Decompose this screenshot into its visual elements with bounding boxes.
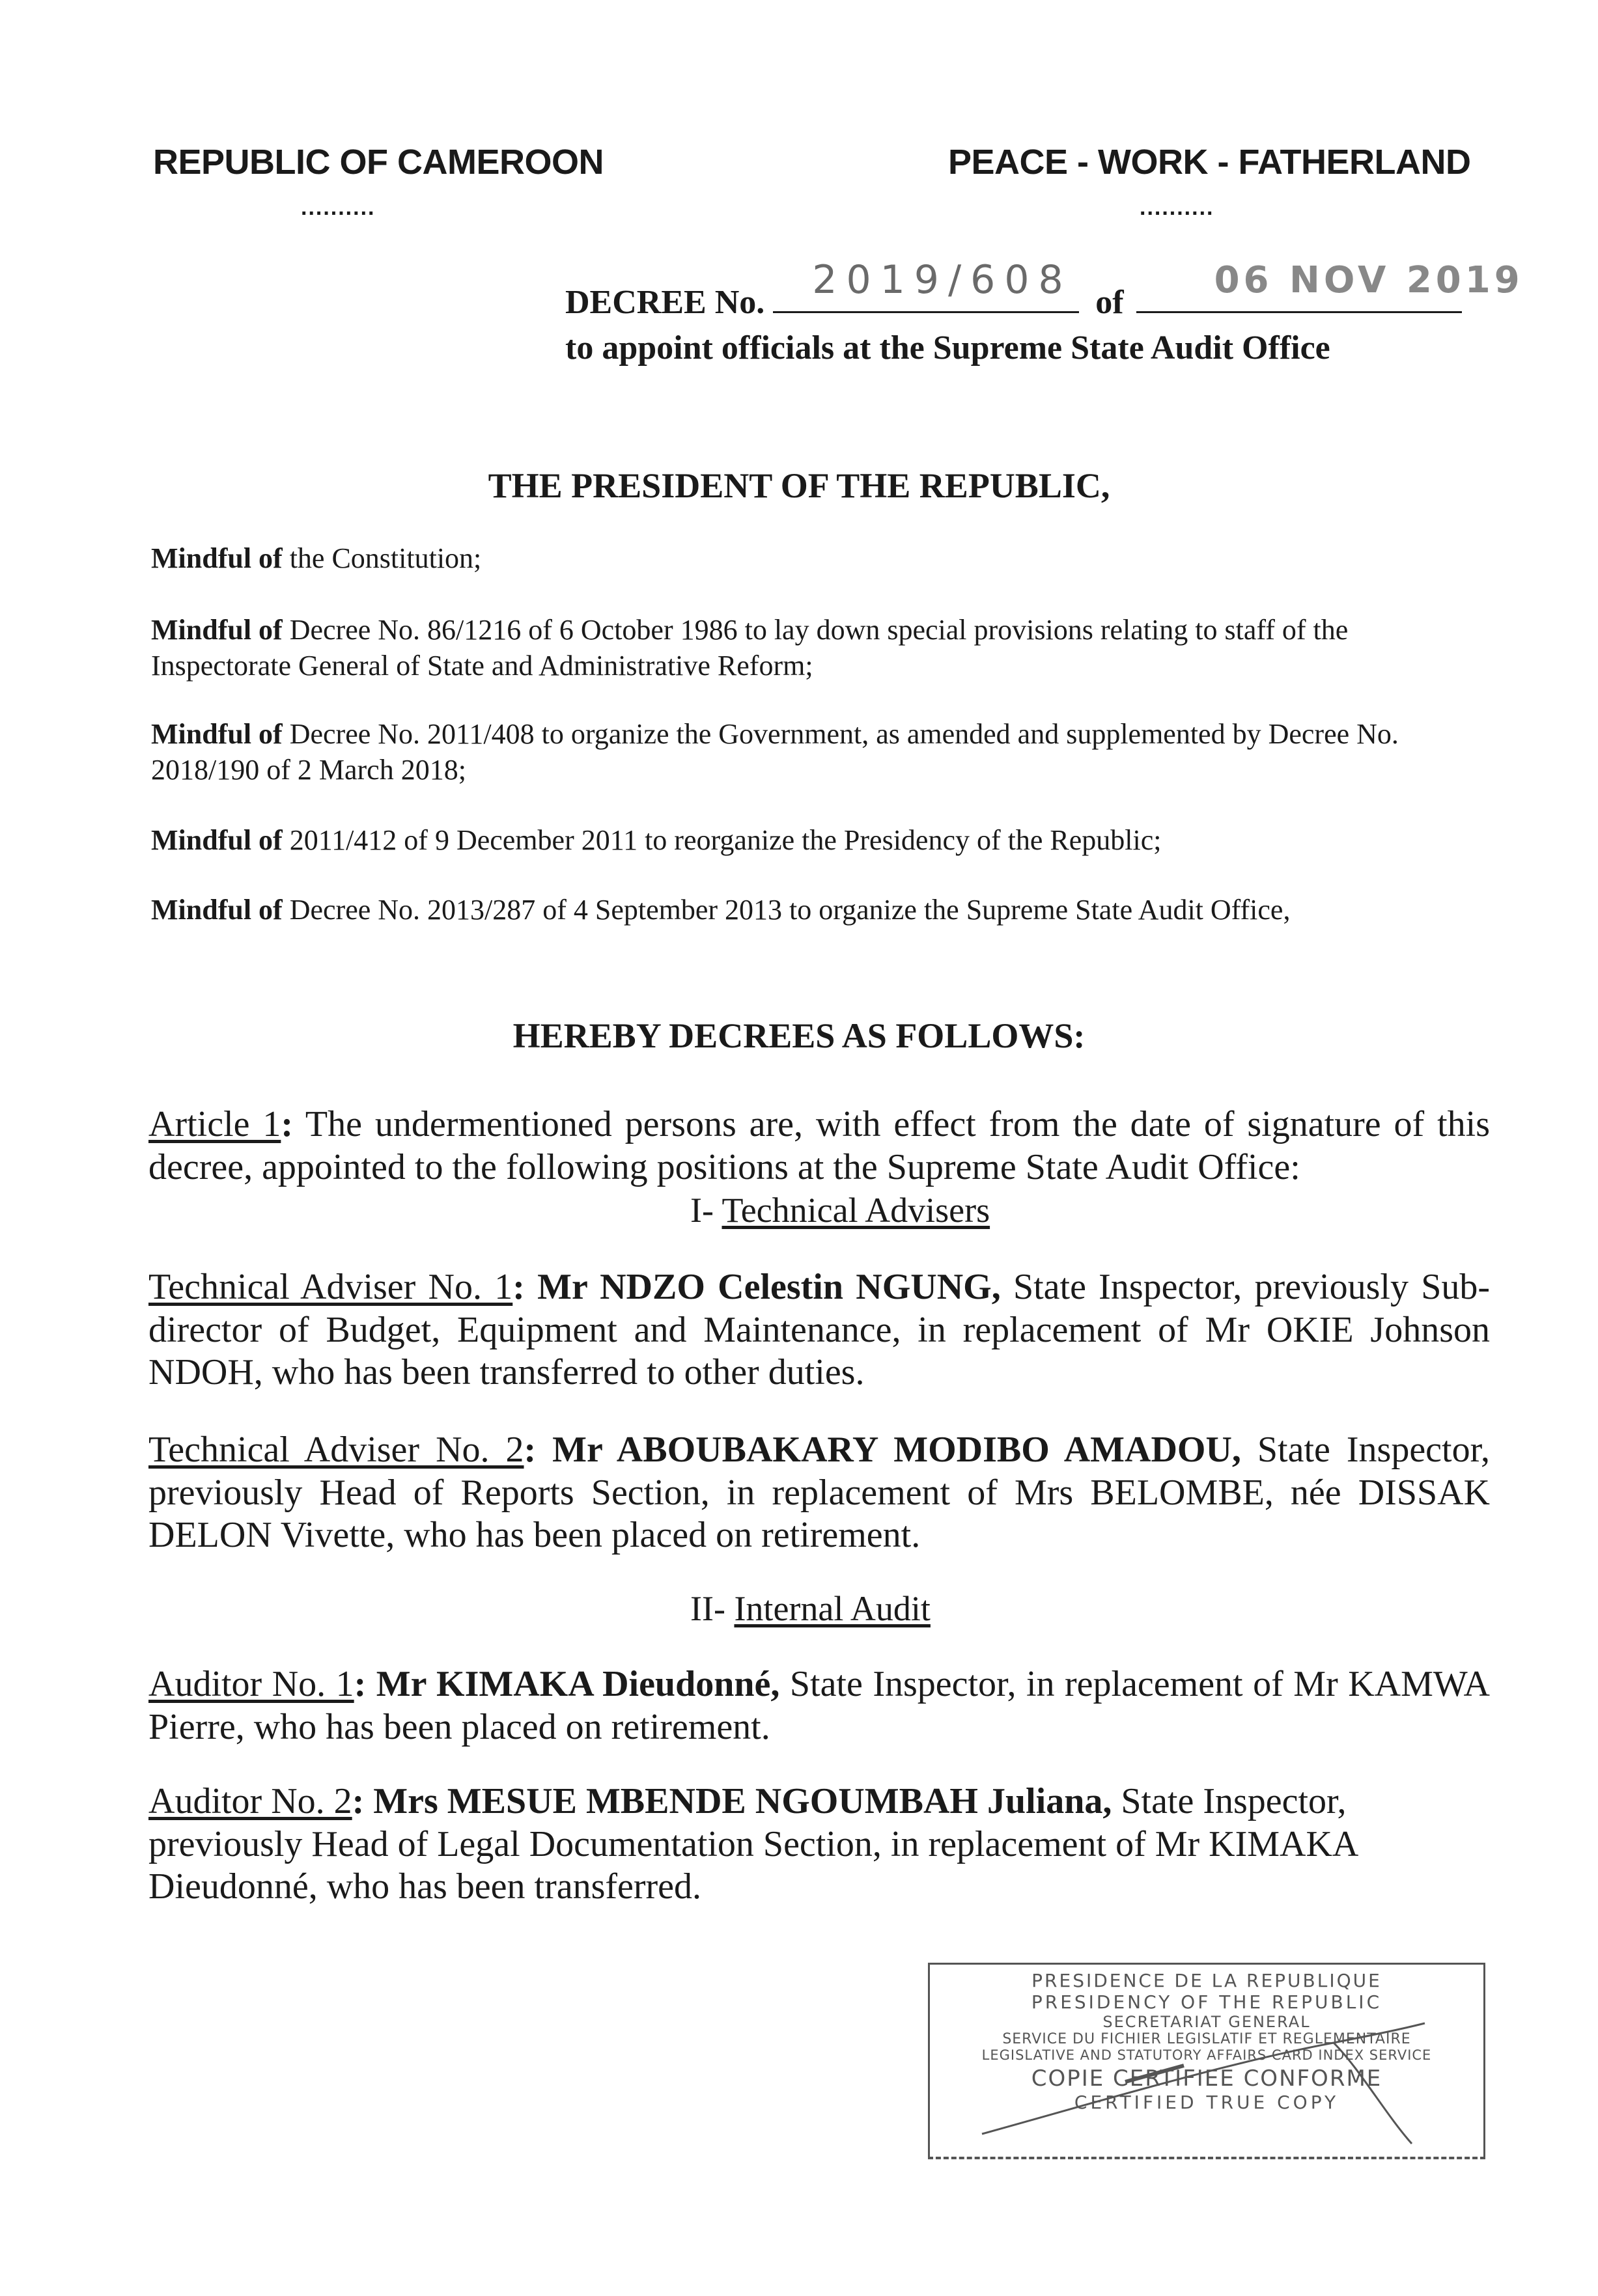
stamp-line: CERTIFIED TRUE COPY [1074, 2092, 1339, 2113]
mindful-clause-4 [151, 822, 1473, 858]
mindful-clause-2 [151, 612, 1473, 684]
header-left-dots: .......... [301, 195, 376, 220]
section-technical-advisers [690, 1190, 990, 1230]
appointment-label: Auditor No. 1 [148, 1664, 354, 1704]
section-prefix: I- [690, 1191, 722, 1230]
mindful-clause-3 [151, 716, 1473, 788]
section-internal-audit [690, 1588, 931, 1629]
mindful-lead: Mindful of [151, 542, 283, 574]
auditor-1 [148, 1663, 1490, 1749]
decree-date: 06 NOV 2019 [1214, 259, 1524, 301]
president-heading: THE PRESIDENT OF THE REPUBLIC, [488, 466, 1110, 505]
mindful-lead: Mindful of [151, 718, 283, 750]
appointment-label: Technical Adviser No. 1 [148, 1267, 513, 1307]
appointment-label: Auditor No. 2 [148, 1781, 352, 1821]
mindful-lead: Mindful of [151, 614, 283, 646]
section-title: Internal Audit [734, 1589, 931, 1628]
header-right-dots: .......... [1140, 195, 1214, 220]
appointee-name: : Mrs MESUE MBENDE NGOUMBAH Juliana, [352, 1781, 1112, 1821]
decree-number: 2019/608 [812, 257, 1072, 303]
auditor-2 [148, 1780, 1490, 1909]
certified-copy-stamp [928, 1963, 1485, 2159]
appointee-name: : Mr ABOUBAKARY MODIBO AMADOU, [524, 1430, 1241, 1470]
stamp-line: PRESIDENCY OF THE REPUBLIC [1031, 1991, 1382, 2013]
decree-date-blank [1136, 259, 1524, 313]
appointment-text: State Inspector, in replacement of Mr KAMWA Pierre, who has been placed on retirement. [148, 1664, 1490, 1747]
appointee-name: : Mr NDZO Celestin NGUNG, [512, 1267, 1001, 1307]
national-motto: PEACE - WORK - FATHERLAND [948, 143, 1471, 182]
article-1-colon: : [281, 1104, 294, 1144]
decrees-heading: HEREBY DECREES AS FOLLOWS: [512, 1016, 1086, 1055]
article-1-text: The undermentioned persons are, with effect from the date of signature of this decree, appointed to the following positions at the Supreme State Audit Office: [148, 1104, 1490, 1187]
appointment-label: Technical Adviser No. 2 [148, 1430, 524, 1470]
appointment-text: State Inspector, previously Head of Legal Documentation Section, in replacement of Mr KIMAKA Dieudonné, who has been transferred. [148, 1781, 1357, 1907]
decree-label: DECREE No. [565, 284, 765, 321]
appointee-name: : Mr KIMAKA Dieudonné, [354, 1664, 780, 1704]
mindful-lead: Mindful of [151, 894, 283, 926]
section-title: Technical Advisers [722, 1191, 990, 1230]
appointment-text: State Inspector, previously Sub-director of Budget, Equipment and Maintenance, in replacement of Mr OKIE Johnson NDOH, who has been transferred to other duties. [148, 1267, 1491, 1393]
stamp-line: SERVICE DU FICHIER LEGISLATIF ET REGLEMENTAIRE [1002, 2031, 1411, 2047]
mindful-text: 2011/412 of 9 December 2011 to reorganize the Presidency of the Republic; [282, 824, 1162, 856]
article-1 [148, 1103, 1490, 1189]
stamp-line: LEGISLATIVE AND STATUTORY AFFAIRS CARD INDEX SERVICE [981, 2047, 1432, 2063]
decree-purpose: to appoint officials at the Supreme State Audit Office [565, 329, 1330, 367]
stamp-line: PRESIDENCE DE LA REPUBLIQUE [1031, 1970, 1382, 1991]
decree-number-blank [773, 257, 1079, 313]
mindful-text: Decree No. 2013/287 of 4 September 2013 to organize the Supreme State Audit Office, [282, 894, 1291, 926]
mindful-text: the Constitution; [282, 542, 482, 574]
mindful-text: Decree No. 2011/408 to organize the Government, as amended and supplemented by Decree No. 2018/190 of 2 March 2018; [151, 718, 1399, 786]
decree-of-label: of [1095, 284, 1124, 321]
section-prefix: II- [690, 1589, 735, 1628]
technical-adviser-2 [148, 1429, 1490, 1557]
article-1-label: Article 1 [148, 1104, 281, 1144]
mindful-clause-1 [151, 540, 1473, 576]
decree-number-line [565, 257, 1524, 322]
mindful-text: Decree No. 86/1216 of 6 October 1986 to lay down special provisions relating to staff of the Inspectorate General of State and Administrative Reform; [151, 614, 1349, 682]
stamp-signature-icon [969, 2004, 1451, 2147]
mindful-lead: Mindful of [151, 824, 283, 856]
stamp-line: SECRETARIAT GENERAL [1102, 2013, 1311, 2031]
appointment-text: State Inspector, previously Head of Reports Section, in replacement of Mrs BELOMBE, née DISSAK DELON Vivette, who has been placed on retirement. [148, 1430, 1491, 1556]
technical-adviser-1 [148, 1266, 1490, 1394]
mindful-clause-5 [151, 892, 1473, 928]
republic-title: REPUBLIC OF CAMEROON [153, 143, 604, 182]
stamp-line: COPIE CERTIFIEE CONFORME [1031, 2066, 1382, 2092]
